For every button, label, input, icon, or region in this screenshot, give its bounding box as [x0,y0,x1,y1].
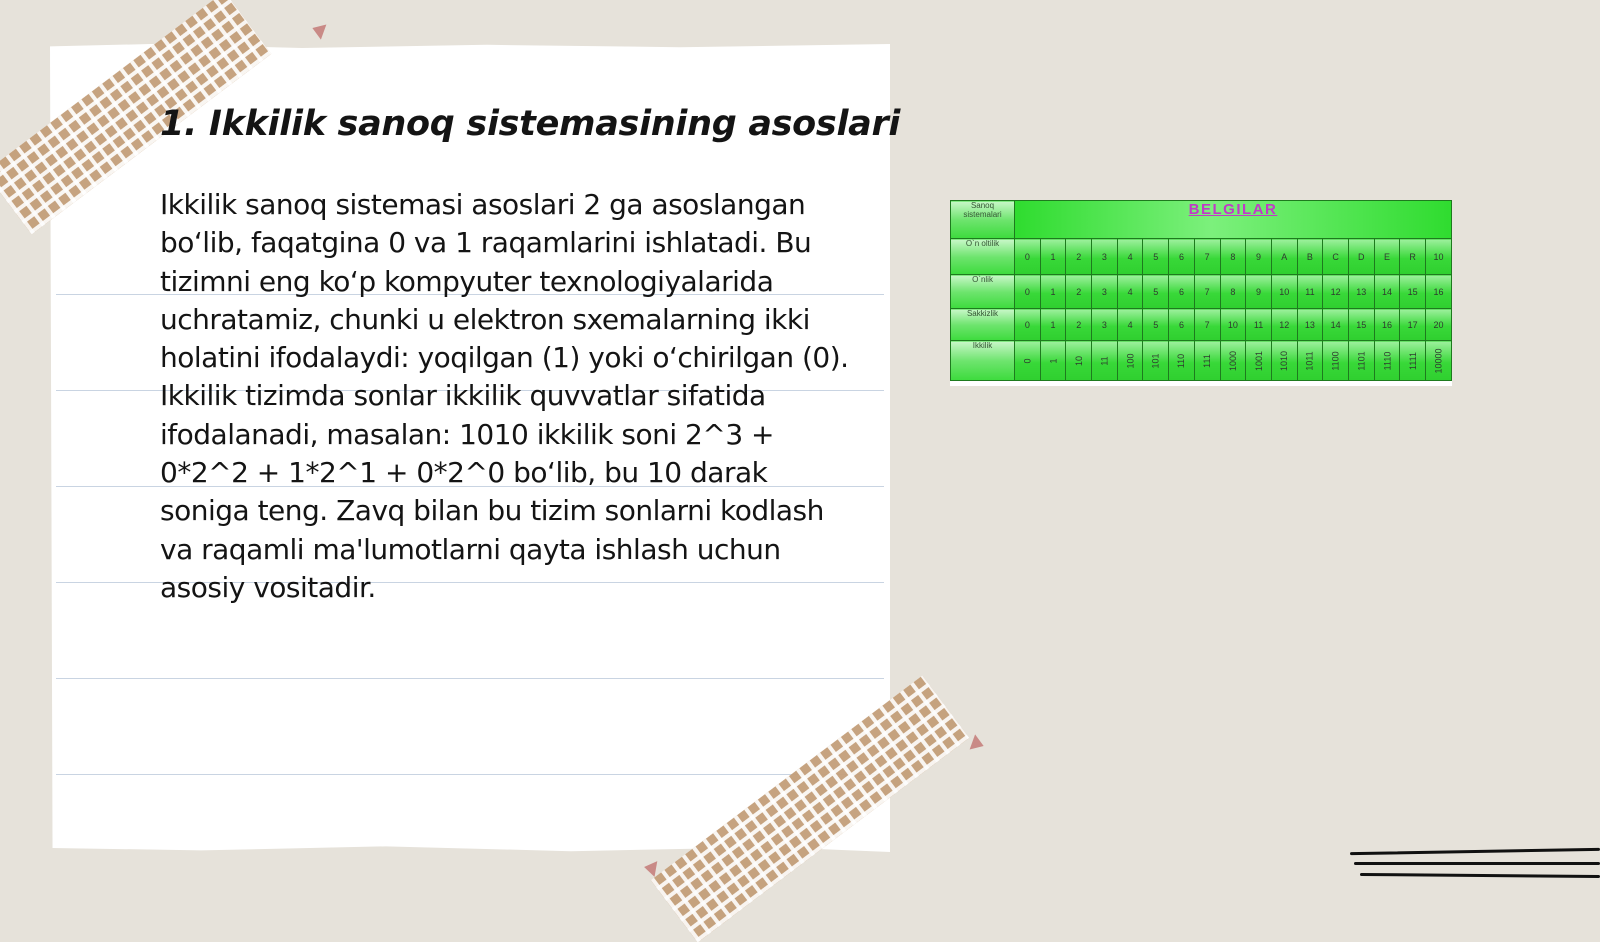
table-cell-value: 111 [1202,353,1213,368]
table-cell: 2 [1066,309,1092,341]
number-systems-table-image [950,200,1452,386]
table-cell: 20 [1426,309,1452,341]
table-row-label: Sakkizlik [951,309,1015,341]
table-corner-label: Sanoq sistemalari [951,201,1015,239]
table-cell [1297,341,1323,381]
table-cell: 10 [1426,239,1452,275]
table-cell-value: 110 [1176,353,1187,368]
table-row [951,275,1452,309]
table-row-label: O`nlik [951,275,1015,309]
table-row-label: O`n oltilik [951,239,1015,275]
table-cell: 8 [1220,239,1246,275]
table-cell: 6 [1169,239,1195,275]
table-row [951,309,1452,341]
table-cell: E [1374,239,1400,275]
table-cell [1271,341,1297,381]
slide-body-text: Ikkilik sanoq sistemasi asoslari 2 ga asoslangan bo‘lib, faqatgina 0 va 1 raqamlarini ishlatadi. Bu tizimni eng ko‘p kompyuter texnologiyalarida uchratamiz, chunki u elektron sxemalarning ikki holatini ifodalaydi: yoqilgan (1) yoki o‘chirilgan (0). Ikkilik tizimda sonlar ikkilik quvvatlar sifatida ifodalanadi, masalan: 1010 ikkilik soni 2^3 + 0*2^2 + 1*2^1 + 0*2^0 bo‘lib, bu 10 darak soniga teng. Zavq bilan bu tizim sonlarni kodlash va raqamli ma'lumotlarni qayta ishlash uchun asosiy vositadir. [160,188,849,604]
table-cell: 11 [1297,275,1323,309]
table-cell: R [1400,239,1426,275]
table-cell [1348,341,1374,381]
table-cell-value: 1100 [1330,350,1341,371]
table-cell: 1 [1040,239,1066,275]
table-cell-value: 1111 [1407,351,1418,370]
table-cell: 5 [1143,239,1169,275]
table-cell: 14 [1374,275,1400,309]
table-cell: C [1323,239,1349,275]
table-cell: 7 [1194,275,1220,309]
table-cell-value: 1010 [1279,350,1290,371]
table-cell: 7 [1194,239,1220,275]
table-cell: 9 [1246,275,1272,309]
table-header-row [951,201,1452,239]
table-cell: 7 [1194,309,1220,341]
table-cell: 4 [1117,275,1143,309]
table-cell: 0 [1015,275,1041,309]
table-cell: 16 [1426,275,1452,309]
table-cell: 2 [1066,239,1092,275]
table-cell: 4 [1117,239,1143,275]
table-cell [1374,341,1400,381]
tape-corner-icon [310,20,327,39]
paper-rule [56,774,884,775]
slide-title: 1. Ikkilik sanoq sistemasining asoslari [160,104,901,144]
table-cell: 5 [1143,309,1169,341]
table-cell-value: 0 [1022,357,1033,364]
table-cell-value: 11 [1099,355,1110,366]
table-cell-value: 1 [1048,357,1059,364]
table-cell-value: 1000 [1227,350,1238,371]
table-cell: 13 [1348,275,1374,309]
table-cell [1246,341,1272,381]
table-cell [1092,341,1118,381]
paper-rule [56,678,884,679]
table-cell: 15 [1400,275,1426,309]
table-cell [1066,341,1092,381]
table-cell [1194,341,1220,381]
table-cell [1220,341,1246,381]
table-cell: A [1271,239,1297,275]
table-row-label: Ikkilik [951,341,1015,381]
table-cell: 3 [1092,275,1118,309]
table-cell: 2 [1066,275,1092,309]
tape-corner-icon [970,734,987,753]
table-cell-value: 1110 [1381,351,1392,370]
table-cell: 16 [1374,309,1400,341]
table-cell: 0 [1015,309,1041,341]
number-systems-table [950,200,1452,381]
table-cell [1323,341,1349,381]
table-cell [1426,341,1452,381]
table-cell [1400,341,1426,381]
table-cell: 5 [1143,275,1169,309]
table-cell: 10 [1220,309,1246,341]
table-cell: 12 [1323,275,1349,309]
table-cell: 1 [1040,309,1066,341]
decorative-lines [1350,848,1600,888]
table-cell [1143,341,1169,381]
table-cell-value: 1101 [1356,350,1367,371]
table-cell-value: 100 [1125,352,1136,369]
table-cell: D [1348,239,1374,275]
table-cell: 0 [1015,239,1041,275]
table-cell-value: 101 [1150,352,1161,369]
table-cell: 8 [1220,275,1246,309]
table-cell: 4 [1117,309,1143,341]
table-cell [1169,341,1195,381]
table-cell: 15 [1348,309,1374,341]
table-cell: B [1297,239,1323,275]
table-cell [1015,341,1041,381]
table-cell: 13 [1297,309,1323,341]
table-cell-value: 10 [1073,355,1084,366]
table-cell: 10 [1271,275,1297,309]
table-cell: 6 [1169,275,1195,309]
table-row [951,341,1452,381]
table-cell-value: 1001 [1253,350,1264,371]
table-cell: 1 [1040,275,1066,309]
table-row [951,239,1452,275]
table-cell: 12 [1271,309,1297,341]
table-cell: 3 [1092,239,1118,275]
tape-corner-icon [643,859,658,877]
table-cell: 14 [1323,309,1349,341]
table-cell: 3 [1092,309,1118,341]
table-cell: 17 [1400,309,1426,341]
table-cell-value: 1011 [1304,350,1315,371]
table-cell-value: 10000 [1433,347,1444,374]
table-cell [1117,341,1143,381]
table-cell: 11 [1246,309,1272,341]
table-header-belgilar: BELGILAR [1015,201,1452,239]
table-cell: 9 [1246,239,1272,275]
table-cell: 6 [1169,309,1195,341]
table-cell [1040,341,1066,381]
